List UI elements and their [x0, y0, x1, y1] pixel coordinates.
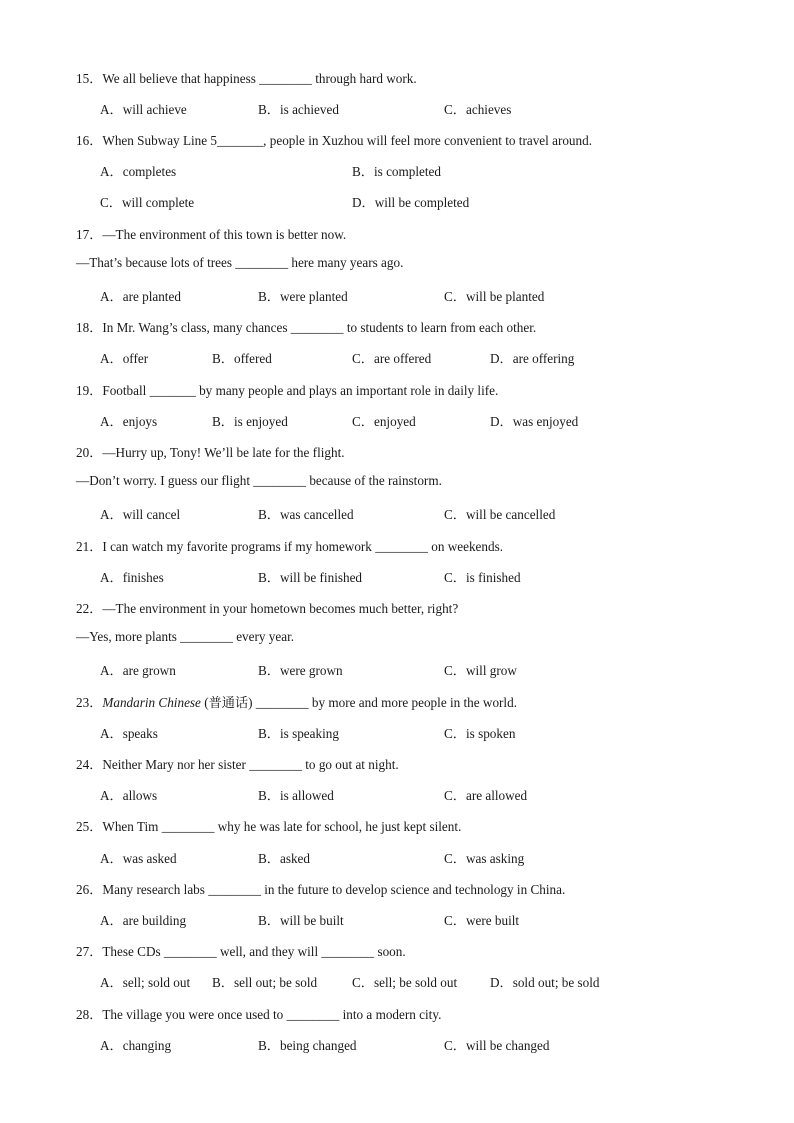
option-a[interactable]: A．changing	[100, 1038, 172, 1053]
option-c[interactable]: C．will be cancelled	[444, 507, 556, 522]
option-a[interactable]: A．will achieve	[100, 102, 187, 117]
question-reply: —That’s because lots of trees ________ here many years ago.	[76, 255, 404, 270]
option-c[interactable]: C．enjoyed	[352, 414, 416, 429]
question-stem: 21．I can watch my favorite programs if my homework ________ on weekends.	[76, 539, 504, 554]
option-d[interactable]: D．will be completed	[352, 195, 470, 210]
question-stem	[76, 692, 517, 711]
option-c[interactable]: C．is spoken	[444, 726, 516, 741]
option-c[interactable]: C．achieves	[444, 102, 512, 117]
question-stem: 22．—The environment in your hometown becomes much better, right?	[76, 601, 459, 616]
option-b[interactable]: B．asked	[258, 851, 311, 866]
option-b[interactable]: B．were planted	[258, 289, 348, 304]
option-b[interactable]: B．will be built	[258, 913, 344, 928]
option-c[interactable]: C．will be changed	[444, 1038, 550, 1053]
option-b[interactable]: B．offered	[212, 351, 272, 366]
option-c[interactable]: C．are offered	[352, 351, 432, 366]
option-a[interactable]: A．speaks	[100, 726, 158, 741]
option-a[interactable]: A．finishes	[100, 570, 164, 585]
question-stem: 27．These CDs ________ well, and they will ________ soon.	[76, 944, 406, 959]
question-reply: —Yes, more plants ________ every year.	[76, 629, 295, 644]
question-stem: 24．Neither Mary nor her sister ________ to go out at night.	[76, 757, 399, 772]
option-a[interactable]: A．sell; sold out	[100, 975, 191, 990]
option-b[interactable]: B．were grown	[258, 663, 343, 678]
option-c[interactable]: C．were built	[444, 913, 520, 928]
option-b[interactable]: B．is enjoyed	[212, 414, 288, 429]
option-c[interactable]: C．will complete	[100, 195, 195, 210]
option-b[interactable]: B．was cancelled	[258, 507, 354, 522]
option-a[interactable]: A．offer	[100, 351, 149, 366]
question-stem: 16．When Subway Line 5_______, people in Xuzhou will feel more convenient to travel around.	[76, 133, 593, 148]
option-b[interactable]: B．is completed	[352, 164, 442, 179]
option-b[interactable]: B．is allowed	[258, 788, 334, 803]
option-a[interactable]: A．are building	[100, 913, 187, 928]
italic-term: Mandarin Chinese	[102, 695, 201, 710]
question-reply: —Don’t worry. I guess our flight ________ because of the rainstorm.	[76, 473, 442, 488]
option-c[interactable]: C．was asking	[444, 851, 525, 866]
option-c[interactable]: C．sell; be sold out	[352, 975, 458, 990]
question-stem: 20．—Hurry up, Tony! We’ll be late for the flight.	[76, 445, 345, 460]
question-stem: 28．The village you were once used to ________ into a modern city.	[76, 1007, 442, 1022]
question-stem: 26．Many research labs ________ in the future to develop science and technology in China.	[76, 882, 566, 897]
option-b[interactable]: B．will be finished	[258, 570, 363, 585]
option-d[interactable]: D．sold out; be sold	[490, 975, 600, 990]
option-a[interactable]: A．will cancel	[100, 507, 181, 522]
option-b[interactable]: B．is achieved	[258, 102, 339, 117]
option-a[interactable]: A．are grown	[100, 663, 176, 678]
option-a[interactable]: A．completes	[100, 164, 177, 179]
option-c[interactable]: C．will grow	[444, 663, 517, 678]
question-stem: 25．When Tim ________ why he was late for school, he just kept silent.	[76, 819, 462, 834]
option-a[interactable]: A．are planted	[100, 289, 181, 304]
question-stem: 18．In Mr. Wang’s class, many chances ________ to students to learn from each other.	[76, 320, 537, 335]
option-b[interactable]: B．is speaking	[258, 726, 339, 741]
question-stem: 19．Football _______ by many people and plays an important role in daily life.	[76, 383, 499, 398]
option-a[interactable]: A．allows	[100, 788, 158, 803]
option-b[interactable]: B．sell out; be sold	[212, 975, 318, 990]
question-stem: 15．We all believe that happiness ________ through hard work.	[76, 71, 417, 86]
option-d[interactable]: D．was enjoyed	[490, 414, 579, 429]
option-d[interactable]: D．are offering	[490, 351, 575, 366]
option-c[interactable]: C．are allowed	[444, 788, 528, 803]
option-b[interactable]: B．being changed	[258, 1038, 357, 1053]
option-a[interactable]: A．enjoys	[100, 414, 158, 429]
option-c[interactable]: C．is finished	[444, 570, 521, 585]
option-a[interactable]: A．was asked	[100, 851, 177, 866]
question-stem: 17．—The environment of this town is better now.	[76, 227, 347, 242]
stem-text: (普通话) ________ by more and more people in the world.	[200, 695, 517, 710]
option-c[interactable]: C．will be planted	[444, 289, 545, 304]
question-number: 23．	[76, 695, 103, 710]
